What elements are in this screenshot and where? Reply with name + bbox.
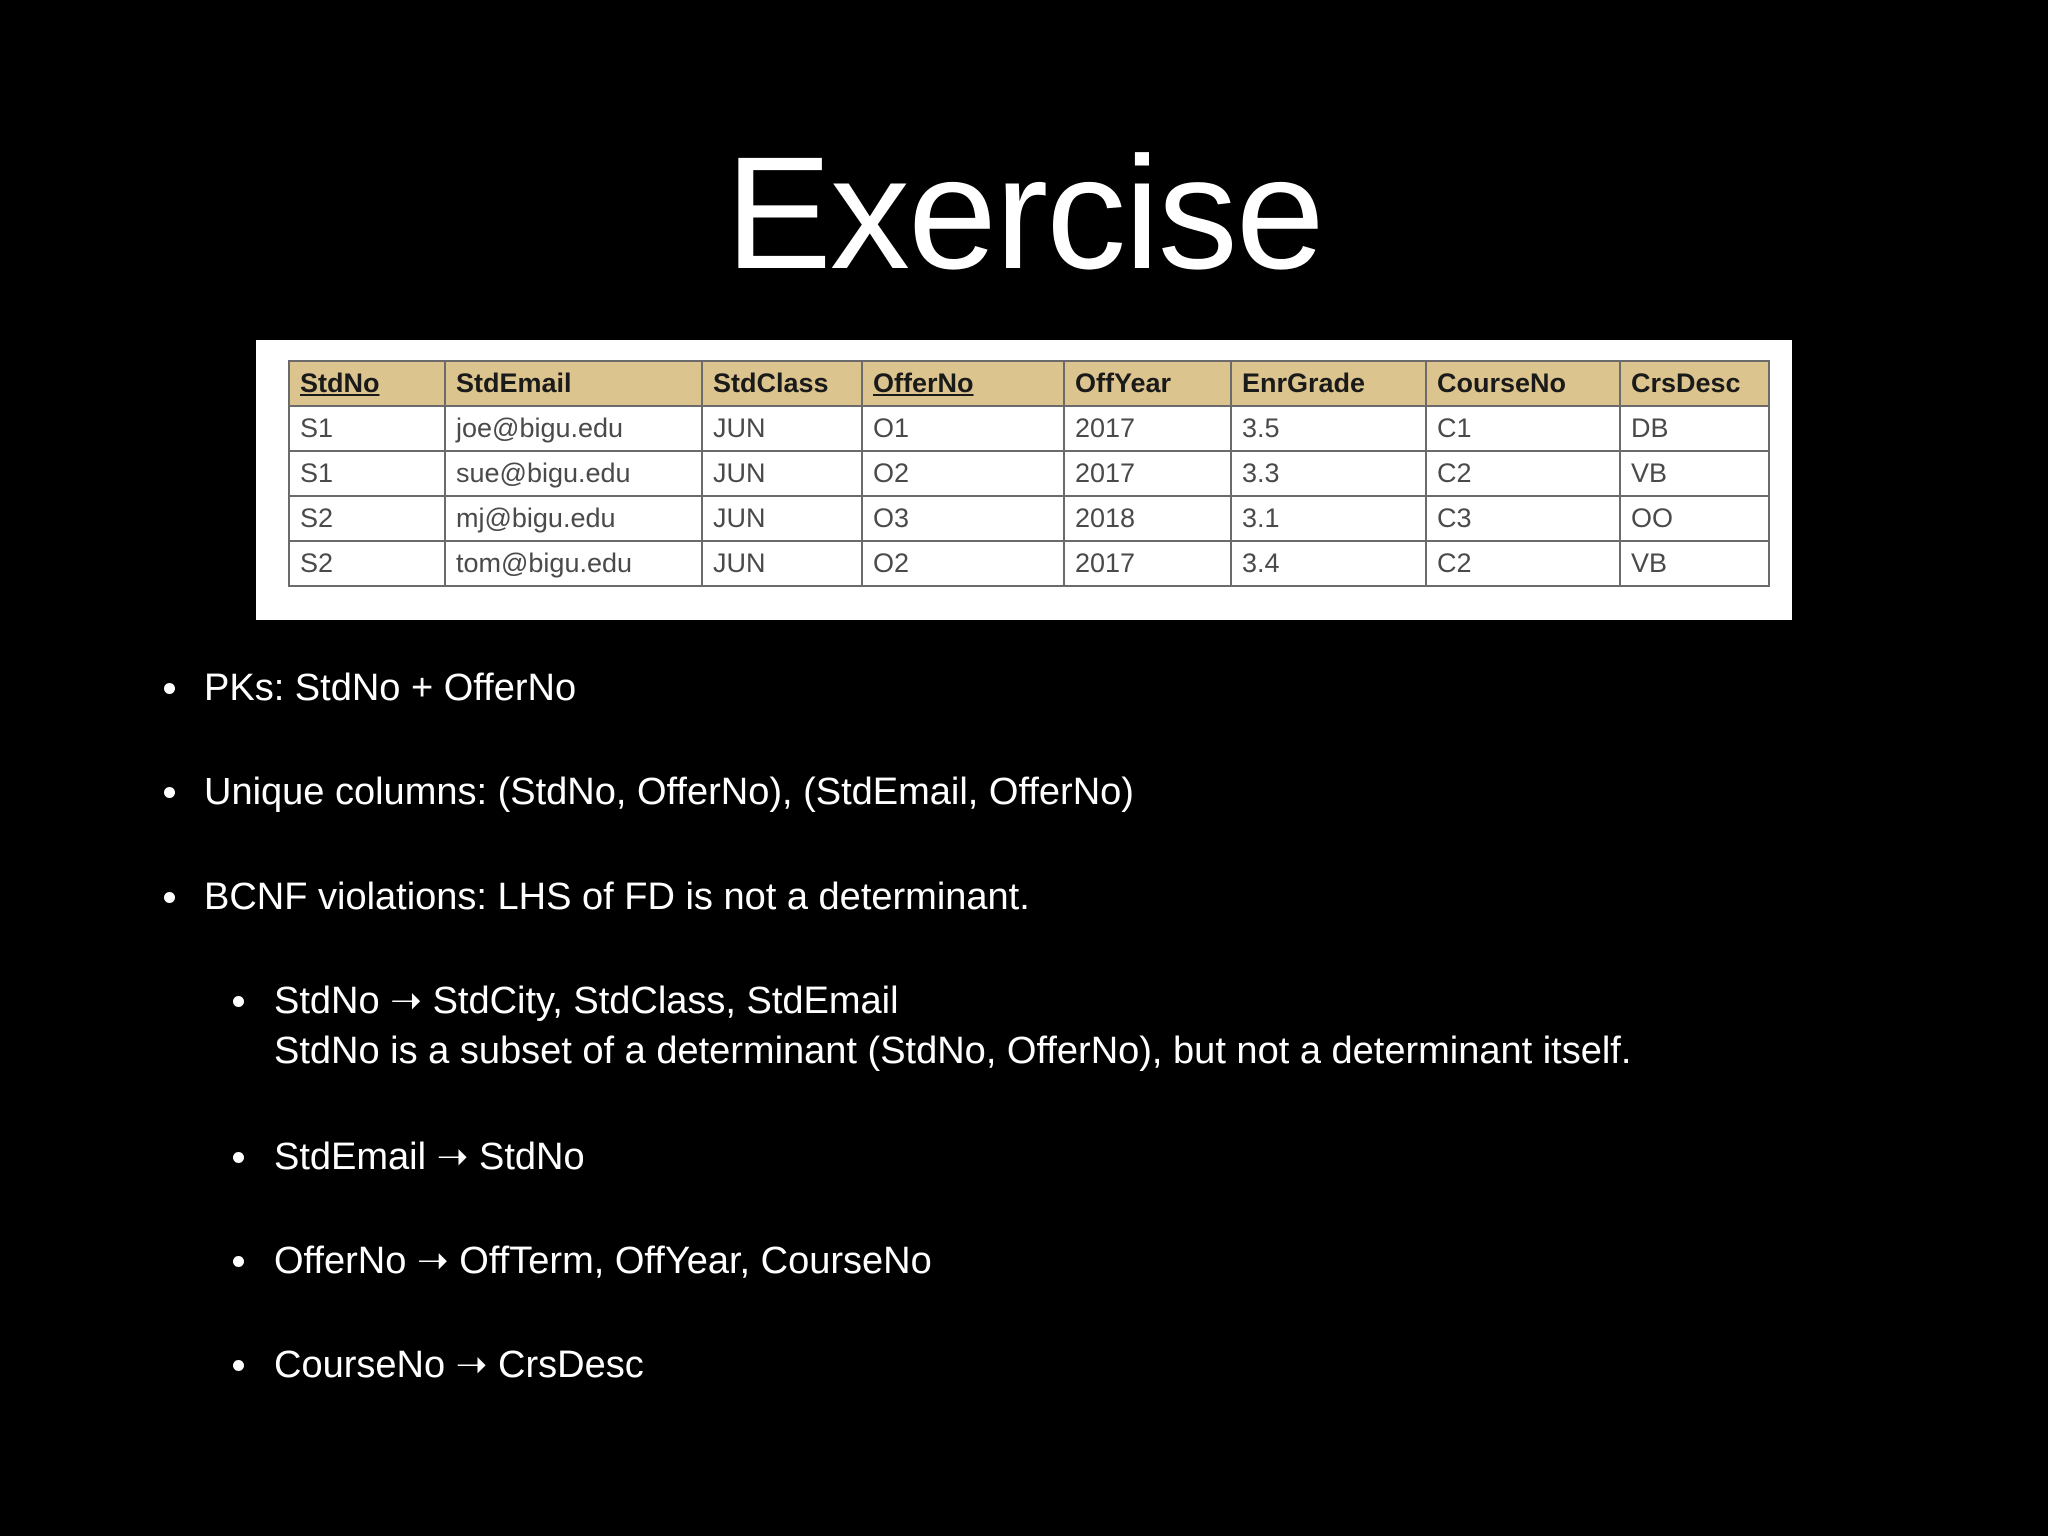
column-header-stdno: StdNo	[289, 361, 445, 406]
table-cell: JUN	[702, 406, 862, 451]
bullet-pks: PKs: StdNo + OfferNo	[204, 667, 577, 709]
table-cell: joe@bigu.edu	[445, 406, 702, 451]
table-cell: O2	[862, 541, 1064, 586]
sub-bullet-dot	[233, 1360, 244, 1371]
sub-bullet-dot	[233, 996, 244, 1007]
table-cell: mj@bigu.edu	[445, 496, 702, 541]
sub-bullet-stdno-explanation: StdNo is a subset of a determinant (StdNo, OfferNo), but not a determinant itself.	[274, 1030, 1632, 1072]
column-header-enrgrade: EnrGrade	[1231, 361, 1426, 406]
table-cell: VB	[1620, 451, 1769, 496]
column-header-stdclass: StdClass	[702, 361, 862, 406]
column-header-crsdesc: CrsDesc	[1620, 361, 1769, 406]
table-cell: S2	[289, 541, 445, 586]
table-cell: DB	[1620, 406, 1769, 451]
column-header-offyear: OffYear	[1064, 361, 1231, 406]
table-cell: C2	[1426, 451, 1620, 496]
table-cell: 3.1	[1231, 496, 1426, 541]
table-cell: 3.3	[1231, 451, 1426, 496]
bullet-dot	[164, 683, 175, 694]
bullet-dot	[164, 787, 175, 798]
table-cell: 2017	[1064, 451, 1231, 496]
bullet-dot	[164, 892, 175, 903]
slide-title: Exercise	[725, 123, 1323, 302]
table-cell: O2	[862, 451, 1064, 496]
table-cell: O3	[862, 496, 1064, 541]
table-cell: S1	[289, 406, 445, 451]
sub-bullet-dot	[233, 1256, 244, 1267]
table-cell: JUN	[702, 496, 862, 541]
table-cell: 2017	[1064, 541, 1231, 586]
sub-bullet-stdemail-fd: StdEmail ➝ StdNo	[274, 1136, 585, 1178]
table-cell: VB	[1620, 541, 1769, 586]
sub-bullet-offerno-fd: OfferNo ➝ OffTerm, OffYear, CourseNo	[274, 1240, 932, 1282]
table-cell: JUN	[702, 451, 862, 496]
table-cell: C3	[1426, 496, 1620, 541]
column-header-courseno: CourseNo	[1426, 361, 1620, 406]
table-cell: C1	[1426, 406, 1620, 451]
table-cell: JUN	[702, 541, 862, 586]
table-cell: OO	[1620, 496, 1769, 541]
table-cell: 3.4	[1231, 541, 1426, 586]
sub-bullet-courseno-fd: CourseNo ➝ CrsDesc	[274, 1344, 644, 1386]
table-cell: S2	[289, 496, 445, 541]
table-cell: tom@bigu.edu	[445, 541, 702, 586]
table-cell: S1	[289, 451, 445, 496]
table-cell: 2018	[1064, 496, 1231, 541]
bullet-unique-columns: Unique columns: (StdNo, OfferNo), (StdEmail, OfferNo)	[204, 771, 1134, 813]
table-cell: O1	[862, 406, 1064, 451]
table-cell: C2	[1426, 541, 1620, 586]
column-header-offerno: OfferNo	[862, 361, 1064, 406]
sub-bullet-stdno-fd: StdNo ➝ StdCity, StdClass, StdEmail	[274, 980, 899, 1022]
sub-bullet-dot	[233, 1152, 244, 1163]
table-cell: 3.5	[1231, 406, 1426, 451]
bullet-bcnf-violations: BCNF violations: LHS of FD is not a determinant.	[204, 876, 1030, 918]
column-header-stdemail: StdEmail	[445, 361, 702, 406]
table-cell: sue@bigu.edu	[445, 451, 702, 496]
table-cell: 2017	[1064, 406, 1231, 451]
